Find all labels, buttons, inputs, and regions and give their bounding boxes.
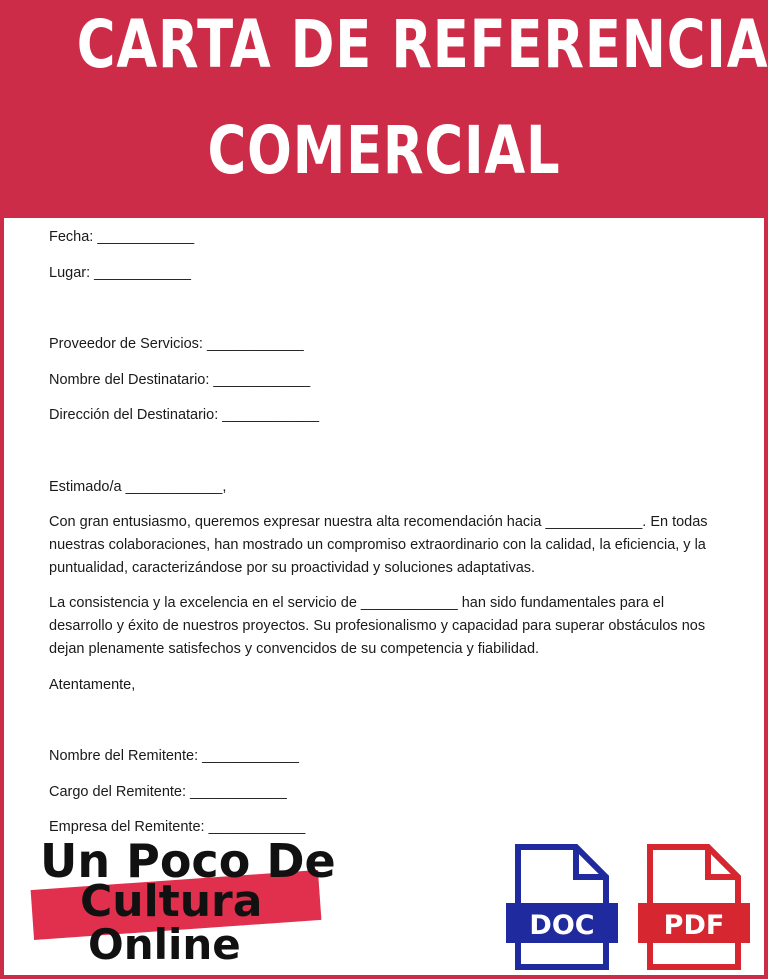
site-logo[interactable] (28, 834, 336, 970)
doc-file-icon (506, 843, 618, 971)
field-destinatario: Nombre del Destinatario: ____________ (49, 372, 311, 388)
pdf-download-button[interactable] (638, 843, 750, 971)
page-title-line-2: COMERCIAL (207, 112, 561, 189)
field-cargo: Cargo del Remitente: ____________ (49, 784, 287, 800)
field-remitente: Nombre del Remitente: ____________ (49, 748, 299, 764)
paragraph-1: Con gran entusiasmo, queremos expresar nuestra alta recomendación hacia ____________. En todas nuestras colaboraciones, han mostrado un compromiso extraordinario con la calidad, la eficiencia, y la puntualidad, caracterizándose por su proactividad y soluciones adaptativas. (49, 514, 708, 576)
greeting: Estimado/a ____________, (49, 479, 227, 495)
doc-download-button[interactable] (506, 843, 618, 971)
paragraph-2: La consistencia y la excelencia en el servicio de ____________ han sido fundamentales para el desarrollo y éxito de nuestros proyectos. Su profesionalismo y capacidad para superar obstáculos nos dejan plenamente satisfechos y convencidos de su competencia y fiabilidad. (49, 595, 706, 657)
pdf-file-icon (638, 843, 750, 971)
field-empresa: Empresa del Remitente: ____________ (49, 819, 306, 835)
field-fecha: Fecha: ____________ (49, 229, 195, 245)
field-lugar: Lugar: ____________ (49, 265, 191, 281)
logo-line-3: Online (88, 920, 241, 969)
doc-label: DOC (529, 910, 595, 941)
closing: Atentamente, (49, 677, 136, 693)
pdf-label: PDF (663, 910, 725, 941)
logo-line-2: Cultura (80, 876, 263, 927)
field-direccion: Dirección del Destinatario: ____________ (49, 407, 320, 423)
field-proveedor: Proveedor de Servicios: ____________ (49, 336, 304, 352)
title-banner (0, 0, 768, 218)
page-title-line-1: CARTA DE REFERENCIA (76, 6, 768, 83)
logo-line-1: Un Poco De (40, 834, 336, 888)
